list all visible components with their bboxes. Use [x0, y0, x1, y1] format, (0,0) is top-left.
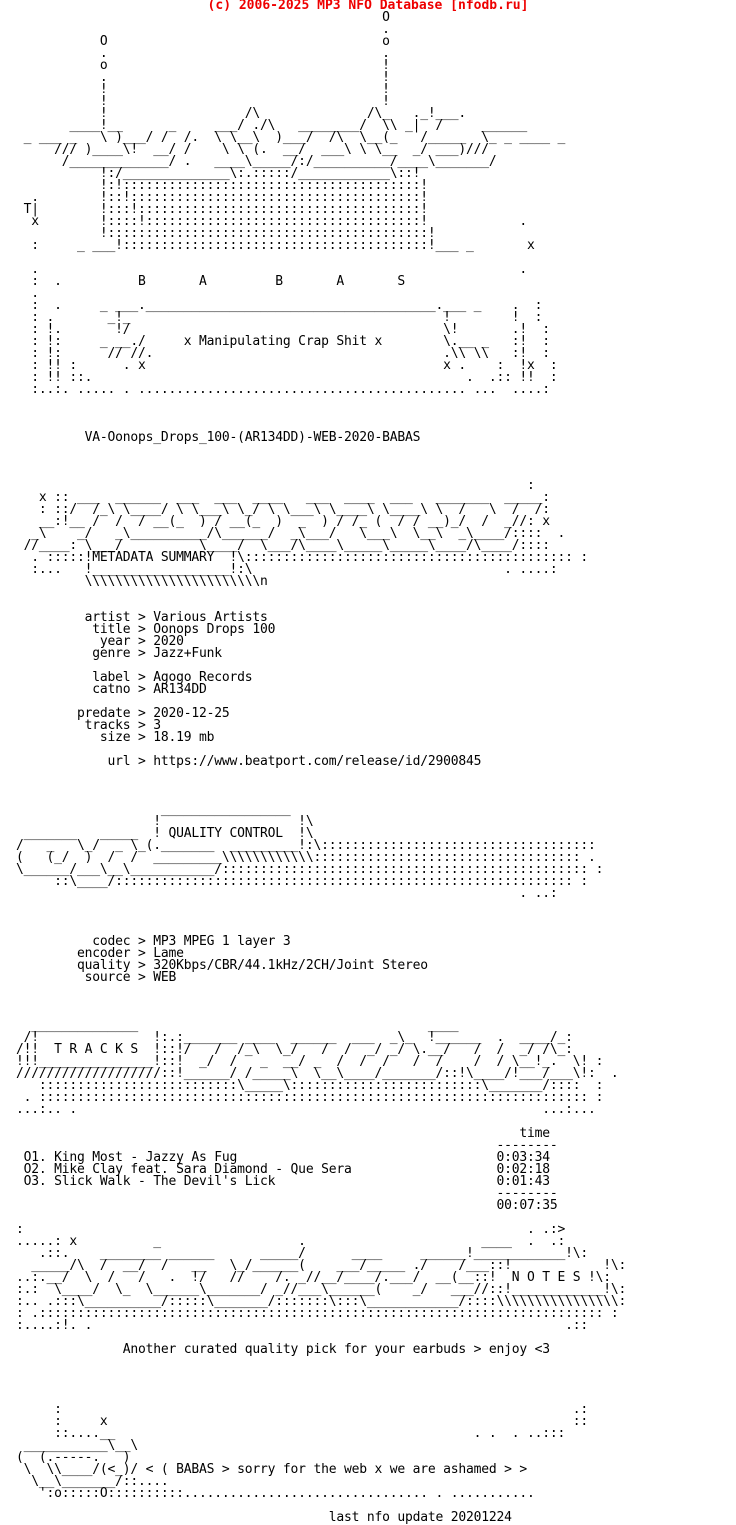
site-credit: (c) 2006-2025 MP3 NFO Database [nfodb.ru] — [207, 0, 529, 13]
nfo-ascii-text: O . O o . . o ! . ! ! ! ! ! ! /\ /\_ ._!___. ____!__ _ ___/ ./\ ________/ \\ _| / ______ _ ___ _ \ )___/ / /. \ \__\ )___/ /\ \__(_ /_____ \_ _ ____ _ /// )____\! __/ / \ \ (. __/ ___\ \ \__ _/ ___)/// /_____________/ . ____\_____/:/__________/____\_______/ !:/______________\:.:::::/____________\::! !:!:::::::::::::::::::::::::::::::::::::::! . !::!::::::::::::::::::::::::::::::::::::::! T| !:::!:::::::::::::::::::::::::::::::::::::! x !::::!::::::::::::::::::::::::::::::::::::! . !::::::::::::::::::::::::::::::::::::::::::! : _ ___!::::::::::::::::::::::::::::::::::::::::!___ _ x . . : . B A B A S . : . _ ___.______________________________________.___ _ . : : . _!_ ! ! : : !. !/ \! .! : : !: _ __./ x Manipulating Crap Shit x \.__ _ :! : : !: // //. .\\ \\ :! : : !! : . x x . : !x : : !! ::. . .:: !! : :..:. ..... . ........................................... ... ....: VA-Oonops_Drops_100-(AR134DD)-WEB-2020-BABAS : x :: ___ ______ ___ ___ ____ ___ ____ ___ _______ _____: : ::/ /_\ \____/ \ \___\ \_/ \ \___\ \____\ \____\ \ / \ / /: __:!__ / / / __(_ ) / __(_ ) _ ) / /_ ( / / __)_/ / _//: x _\ _/ _\__________/\______/ _\___/ \___\ \__\ _\____/:::: . //____: \___/ \____/ \___/\____\_____\_____\____/\____/:::: . :::::!METADATA SUMMARY !\::::::::::::::::::::::::::::::::::::::::::: : :... !__________________!:\ . ....: \\\\\\\\\\\\\\\\\\\\\\\n artist > Various Artists title > Oonops Drops 100 year > 2020 genre > Jazz+Funk label > Agogo Records catno > AR134DD predate > 2020-12-25 tracks > 3 size > 18.19 mb url > https://www.beatport.com/release/id/2900845 _________________ ! !\ _______ _____ ! QUALITY CONTROL !\ / _ \_/ _ \_(._______ _________!:\:::::::::::::::::::::::::::::::::::: ( (_/ ) / / _________\\\\\\\\\\\\::::::::::::::::::::::::::::::::::: . \______/___\__\___________/:::::::::::::::::::::::::::::::::::::::::::::::: : ::\____/:::::::::::::::::::::::::::::::::::::::::::::::::::::::::::: : . ..: codec > MP3 MPEG 1 layer 3 encoder > Lame quality > 320Kbps/CBR/44.1kHz/2CH/Joint Stereo source > WEB ______________ ____ /! !:.:_______ ____ ______ ___ _\_ !______ . ____/_: /!! T R A C K S !::!/ / /_\ \_/ / / _/ _/ \.__/ / / _/ /\_: !!!_______________!::! _/ / _ __/ _ / / / / / / / \__!_. \! : ///////////////////::!______/ /_____\ \__\____/_______/::!\____/!___/___\!: . ::::::::::::::::::::::::::\_____\:::::::::::::::::::::::::\_______/:::: : . :::::::::::::::::::::::::::::::::::::::::::::::::::::::::::::::::::::::: : ...:.. . ...:... time -------- O1. King Most - Jazzy As Fug 0:03:34 O2. Mike Clay feat. Sara Diamond - Que Sera 0:02:18 O3. Slick Walk - The Devil's Lick 0:01:43 -------- 00:07:35 : . .:> .....: x _ . ____ . .: .::. ________ ______ _____/ ____ ______!____________!\: _____/\ / __/ / __ \_/______( ___/_____ ./ /___::! !\: ..:.__/ \ / / . !/ // /. _//__/____/.___/ __(__::! N O T E S !\: :.: \____/ \_ \______\_______/ _//___\______( _/ ___//::!____________!\: :.. .:::\__________/:::::\_______/:::::::\:::\____________/::::\\\\\\\\\\\\\\\\: : .:::::::::::::::::::::::::::::::::::::::::::::::::::::::::::::::::::::::::: : :....:!. . .:: Another curated quality pick for your earbuds > enjoy <3 : .: : x :: ::....__ . . . ..::: ___________\__\ ( (.-----. ) \ \\____/(<_)/ < ( BABAS > sorry for the web x we are ashamed > > \__\_______/::.... ':o:::::O::::::::::................................ . ........... last nfo update 20201224 — [16, 10, 627, 1525]
